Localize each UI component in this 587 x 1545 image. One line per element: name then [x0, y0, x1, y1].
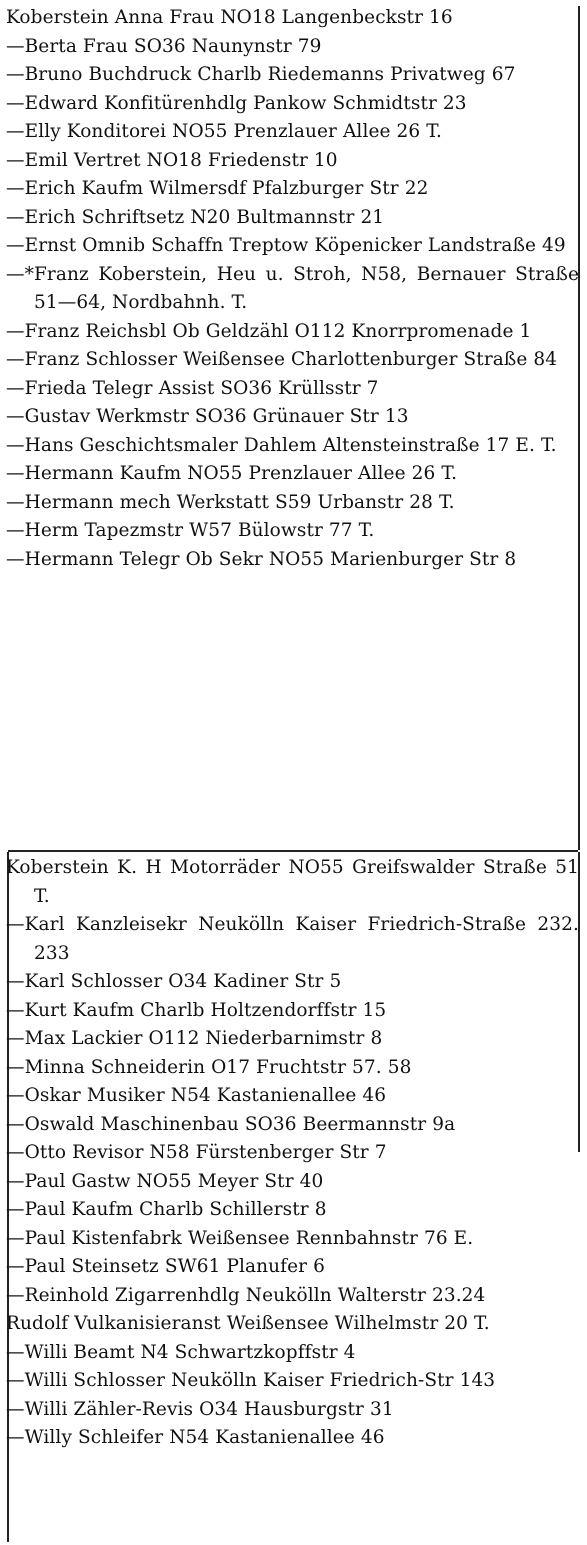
directory-block-2 [6, 854, 579, 1453]
directory-entry: —Kurt Kaufm Charlb Holtzendorffstr 15 [6, 999, 387, 1021]
directory-entry: —Ernst Omnib Schaffn Treptow Köpenicker Landstraße 49 [6, 235, 566, 256]
directory-entry: —Willy Schleifer N54 Kastanienallee 46 [6, 1427, 385, 1448]
directory-entry: —Oskar Musiker N54 Kastanienallee 46 [6, 1085, 387, 1106]
directory-entry: —Otto Revisor N58 Fürstenberger Str 7 [6, 1142, 387, 1163]
directory-entry: —Edward Konfitürenhdlg Pankow Schmidtstr 23 [6, 92, 467, 114]
directory-entry: —Oswald Maschinenbau SO36 Beermannstr 9a [6, 1113, 456, 1135]
directory-entry: —Paul Kaufm Charlb Schillerstr 8 [6, 1199, 327, 1220]
directory-entry: Koberstein Anna Frau NO18 Langenbeckstr 16 [6, 7, 453, 28]
directory-entry: —Karl Kanzleisekr Neukölln Kaiser Friedrich-Straße 232. 233 [6, 914, 579, 964]
directory-entry: —Herm Tapezmstr W57 Bülowstr 77 T. [6, 520, 375, 541]
directory-entry: —Paul Steinsetz SW61 Planufer 6 [6, 1256, 325, 1277]
directory-entry: —Frieda Telegr Assist SO36 Krüllsstr 7 [6, 377, 379, 399]
directory-entry: —Reinhold Zigarrenhdlg Neukölln Walterstr 23.24 [6, 1284, 486, 1306]
directory-entry: —Hans Geschichtsmaler Dahlem Altensteinstraße 17 E. T. [6, 434, 557, 456]
directory-entry: —*Franz Koberstein, Heu u. Stroh, N58, Bernauer Straße 51—64, Nordbahnh. T. [6, 263, 579, 313]
directory-block-1 [6, 4, 579, 574]
directory-entry: Rudolf Vulkanisieranst Weißensee Wilhelmstr 20 T. [6, 1313, 490, 1334]
directory-entry: —Erich Kaufm Wilmersdf Pfalzburger Str 22 [6, 178, 429, 199]
directory-entry: —Berta Frau SO36 Naunynstr 79 [6, 35, 322, 57]
directory-entry: Koberstein K. H Motorräder NO55 Greifswalder Straße 51 T. [6, 857, 579, 907]
directory-entry: —Gustav Werkmstr SO36 Grünauer Str 13 [6, 406, 409, 427]
directory-entry: —Hermann Telegr Ob Sekr NO55 Marienburger Str 8 [6, 548, 517, 570]
directory-entry: —Erich Schriftsetz N20 Bultmannstr 21 [6, 206, 385, 228]
directory-entry: —Paul Gastw NO55 Meyer Str 40 [6, 1170, 324, 1192]
directory-entry: —Karl Schlosser O34 Kadiner Str 5 [6, 971, 342, 992]
directory-entry: —Willi Zähler-Revis O34 Hausburgstr 31 [6, 1398, 394, 1420]
directory-entry: —Max Lackier O112 Niederbarnimstr 8 [6, 1028, 383, 1049]
directory-entry: —Willi Schlosser Neukölln Kaiser Friedrich-Str 143 [6, 1370, 496, 1391]
directory-entry: —Minna Schneiderin O17 Fruchtstr 57. 58 [6, 1056, 412, 1078]
directory-entry: —Paul Kistenfabrk Weißensee Rennbahnstr 76 E. [6, 1227, 474, 1249]
block-separator-rule [8, 850, 578, 852]
directory-entry: —Franz Schlosser Weißensee Charlottenburger Straße 84 [6, 349, 558, 370]
directory-entry: —Franz Reichsbl Ob Geldzähl O112 Knorrpromenade 1 [6, 320, 532, 342]
directory-entry: —Hermann Kaufm NO55 Prenzlauer Allee 26 T. [6, 463, 458, 484]
directory-entry: —Willi Beamt N4 Schwartzkopffstr 4 [6, 1341, 356, 1363]
directory-entry: —Elly Konditorei NO55 Prenzlauer Allee 26 T. [6, 121, 442, 142]
directory-entry: —Emil Vertret NO18 Friedenstr 10 [6, 149, 338, 171]
directory-entry: —Bruno Buchdruck Charlb Riedemanns Privatweg 67 [6, 64, 516, 85]
directory-entry: —Hermann mech Werkstatt S59 Urbanstr 28 T. [6, 491, 455, 513]
